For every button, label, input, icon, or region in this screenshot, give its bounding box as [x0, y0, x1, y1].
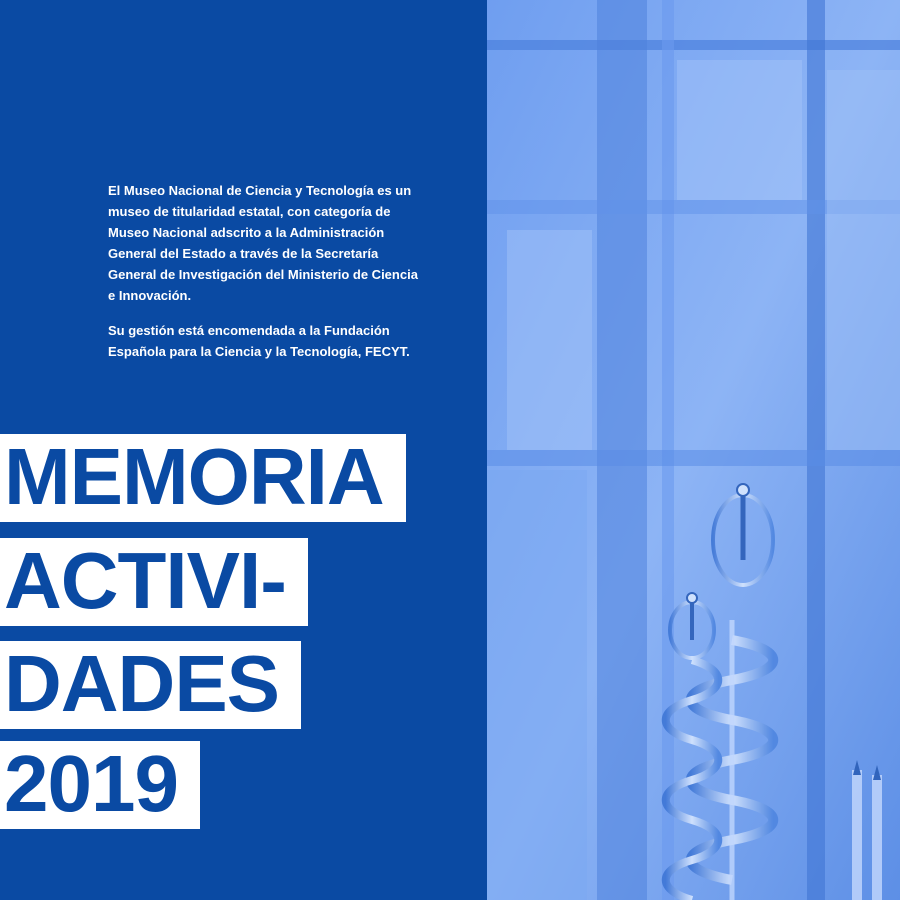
intro-text	[108, 180, 428, 376]
glass-instruments-image	[487, 0, 900, 900]
title-line-1: MEMORIA	[0, 434, 406, 522]
title-line-3: DADES	[0, 641, 301, 729]
intro-paragraph-2: Su gestión está encomendada a la Fundación Española para la Ciencia y la Tecnología, FECYT.	[108, 323, 410, 359]
cover-photo	[487, 0, 900, 900]
title-line-2: ACTIVI-	[0, 538, 308, 626]
intro-paragraph-1: El Museo Nacional de Ciencia y Tecnología es un museo de titularidad estatal, con categoría de Museo Nacional adscrito a la Administración General del Estado a través de la Secretaría General de Investigación del Ministerio de Ciencia e Innovación.	[108, 183, 418, 303]
title-line-4: 2019	[0, 741, 200, 829]
